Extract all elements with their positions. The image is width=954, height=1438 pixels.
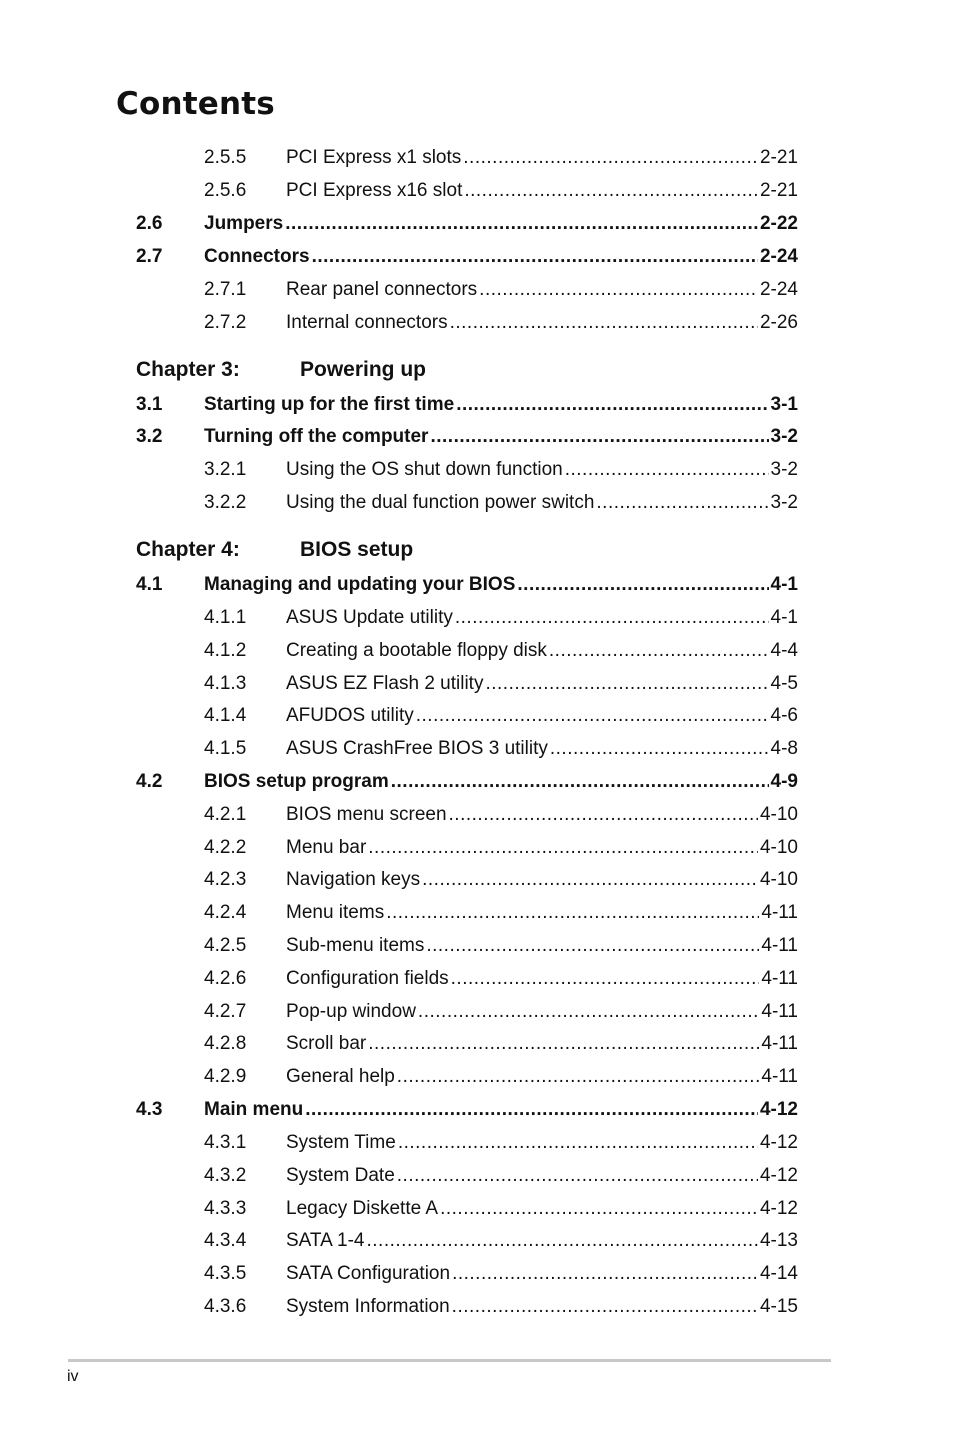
entry-page-number: 4-8 [770,738,798,759]
dot-leader [440,1196,758,1222]
dot-leader [368,1031,759,1057]
entry-page-number: 3-2 [770,492,798,513]
toc-section-entry[interactable] [136,424,798,450]
chapter-heading [136,356,426,384]
toc-subsection-entry[interactable] [204,605,798,631]
entry-title: Scroll bar [286,1033,367,1054]
entry-title: Turning off the computer [204,426,429,447]
entry-title: ASUS CrashFree BIOS 3 utility [286,738,548,759]
entry-number: 4.2 [136,771,163,792]
entry-page-number: 4-11 [761,902,798,923]
chapter-title: BIOS setup [300,538,414,561]
toc-section-entry[interactable] [136,211,798,237]
dot-leader [449,802,758,828]
entry-number: 4.2.7 [204,1001,247,1022]
dot-leader [451,966,760,992]
entry-number: 2.6 [136,213,163,234]
dot-leader [479,277,758,303]
entry-title: Navigation keys [286,869,421,890]
toc-subsection-entry[interactable] [204,802,798,828]
toc-subsection-entry[interactable] [204,310,798,336]
entry-page-number: 2-24 [759,246,798,267]
entry-title: Menu items [286,902,385,923]
entry-page-number: 4-4 [770,640,798,661]
entry-page-number: 4-11 [761,1001,798,1022]
entry-number: 4.2.3 [204,869,247,890]
dot-leader [549,638,769,664]
dot-leader [397,1163,758,1189]
dot-leader [391,769,769,795]
dot-leader [430,424,768,450]
entry-number: 4.3.2 [204,1165,247,1186]
entry-number: 4.3.3 [204,1198,247,1219]
entry-number: 2.7 [136,246,163,267]
toc-subsection-entry[interactable] [204,966,798,992]
entry-title: ASUS EZ Flash 2 utility [286,673,484,694]
toc-subsection-entry[interactable] [204,457,798,483]
entry-title: System Date [286,1165,395,1186]
dot-leader [452,1261,758,1287]
entry-number: 3.2.2 [204,492,247,513]
toc-subsection-entry[interactable] [204,277,798,303]
entry-number: 4.1.2 [204,640,247,661]
entry-page-number: 4-1 [770,607,798,628]
dot-leader [550,736,769,762]
toc-subsection-entry[interactable] [204,835,798,861]
dot-leader [397,1064,760,1090]
entry-number: 2.5.5 [204,147,247,168]
toc-section-entry[interactable] [136,769,798,795]
entry-title: Main menu [204,1099,304,1120]
entry-title: Creating a bootable floppy disk [286,640,547,661]
entry-page-number: 4-11 [761,1033,798,1054]
toc-subsection-entry[interactable] [204,933,798,959]
entry-page-number: 4-13 [759,1230,798,1251]
entry-page-number: 3-1 [770,394,798,415]
entry-number: 3.1 [136,394,163,415]
entry-number: 4.2.6 [204,968,247,989]
entry-number: 4.3.4 [204,1230,247,1251]
entry-title: ASUS Update utility [286,607,453,628]
entry-title: Starting up for the first time [204,394,455,415]
footer-page-number: iv [67,1368,79,1385]
entry-number: 2.7.2 [204,312,247,333]
chapter-number: Chapter 3: [136,358,240,381]
entry-number: 4.1 [136,574,163,595]
entry-number: 4.1.4 [204,705,247,726]
entry-number: 2.7.1 [204,279,247,300]
entry-title: SATA 1-4 [286,1230,365,1251]
entry-number: 3.2.1 [204,459,247,480]
entry-page-number: 4-11 [761,1066,798,1087]
entry-number: 4.2.1 [204,804,247,825]
entry-title: Using the OS shut down function [286,459,563,480]
dot-leader [565,457,769,483]
toc-subsection-entry[interactable] [204,1294,798,1320]
entry-title: System Time [286,1132,396,1153]
entry-title: PCI Express x16 slot [286,180,463,201]
dot-leader [398,1130,758,1156]
entry-number: 4.3.5 [204,1263,247,1284]
entry-number: 4.2.8 [204,1033,247,1054]
toc-subsection-entry[interactable] [204,1196,798,1222]
toc-subsection-entry[interactable] [204,703,798,729]
entry-page-number: 4-12 [759,1099,798,1120]
entry-page-number: 4-9 [770,771,798,792]
toc-subsection-entry[interactable] [204,1031,798,1057]
dot-leader [422,867,758,893]
dot-leader [386,900,759,926]
entry-page-number: 4-12 [759,1132,798,1153]
toc-subsection-entry[interactable] [204,999,798,1025]
toc-subsection-entry[interactable] [204,1261,798,1287]
toc-subsection-entry[interactable] [204,1228,798,1254]
dot-leader [455,605,769,631]
entry-page-number: 2-26 [759,312,798,333]
dot-leader [368,835,758,861]
entry-page-number: 4-1 [770,574,798,595]
chapter-title: Powering up [300,358,426,381]
entry-title: Menu bar [286,837,367,858]
entry-page-number: 4-10 [759,804,798,825]
entry-title: Using the dual function power switch [286,492,595,513]
entry-title: Legacy Diskette A [286,1198,439,1219]
toc-section-entry[interactable] [136,392,798,418]
entry-number: 3.2 [136,426,163,447]
entry-number: 4.1.3 [204,673,247,694]
entry-number: 4.2.9 [204,1066,247,1087]
toc-subsection-entry[interactable] [204,900,798,926]
dot-leader [596,490,768,516]
dot-leader [485,671,768,697]
entry-title: AFUDOS utility [286,705,414,726]
dot-leader [456,392,768,418]
entry-page-number: 4-10 [759,869,798,890]
entry-number: 4.1.1 [204,607,247,628]
dot-leader [463,145,758,171]
entry-page-number: 2-21 [759,180,798,201]
dot-leader [285,211,758,237]
dot-leader [452,1294,758,1320]
toc-subsection-entry[interactable] [204,638,798,664]
entry-page-number: 3-2 [770,426,798,447]
entry-title: BIOS menu screen [286,804,447,825]
entry-title: BIOS setup program [204,771,389,792]
entry-title: General help [286,1066,395,1087]
toc-subsection-entry[interactable] [204,736,798,762]
dot-leader [312,244,758,270]
toc-subsection-entry[interactable] [204,178,798,204]
toc-subsection-entry[interactable] [204,867,798,893]
dot-leader [517,572,768,598]
toc-subsection-entry[interactable] [204,1130,798,1156]
entry-title: System Information [286,1296,450,1317]
toc-subsection-entry[interactable] [204,1163,798,1189]
dot-leader [464,178,758,204]
footer-rule [68,1359,831,1362]
entry-page-number: 2-22 [759,213,798,234]
toc-section-entry[interactable] [136,1097,798,1123]
entry-title: Connectors [204,246,310,267]
dot-leader [426,933,759,959]
toc-section-entry[interactable] [136,572,798,598]
dot-leader [416,703,769,729]
entry-number: 2.5.6 [204,180,247,201]
chapter-heading [136,536,413,564]
entry-number: 4.2.2 [204,837,247,858]
toc-subsection-entry[interactable] [204,1064,798,1090]
dot-leader [305,1097,758,1123]
entry-page-number: 4-6 [770,705,798,726]
entry-title: PCI Express x1 slots [286,147,462,168]
entry-number: 4.3.6 [204,1296,247,1317]
entry-page-number: 4-12 [759,1198,798,1219]
toc-subsection-entry[interactable] [204,145,798,171]
entry-page-number: 4-10 [759,837,798,858]
dot-leader [367,1228,758,1254]
entry-title: Configuration fields [286,968,449,989]
page-title: Contents [116,86,275,122]
toc-subsection-entry[interactable] [204,490,798,516]
entry-page-number: 4-11 [761,968,798,989]
entry-page-number: 4-14 [759,1263,798,1284]
entry-title: Sub-menu items [286,935,425,956]
entry-page-number: 2-24 [759,279,798,300]
entry-title: Jumpers [204,213,284,234]
dot-leader [418,999,759,1025]
toc-subsection-entry[interactable] [204,671,798,697]
entry-number: 4.3 [136,1099,163,1120]
entry-page-number: 4-15 [759,1296,798,1317]
chapter-number: Chapter 4: [136,538,240,561]
toc-section-entry[interactable] [136,244,798,270]
entry-page-number: 4-5 [770,673,798,694]
entry-title: Pop-up window [286,1001,416,1022]
entry-number: 4.2.4 [204,902,247,923]
entry-number: 4.1.5 [204,738,247,759]
entry-page-number: 4-11 [761,935,798,956]
entry-number: 4.2.5 [204,935,247,956]
entry-title: SATA Configuration [286,1263,451,1284]
entry-title: Internal connectors [286,312,448,333]
entry-number: 4.3.1 [204,1132,247,1153]
dot-leader [450,310,758,336]
entry-title: Rear panel connectors [286,279,478,300]
entry-page-number: 2-21 [759,147,798,168]
entry-page-number: 3-2 [770,459,798,480]
entry-page-number: 4-12 [759,1165,798,1186]
entry-title: Managing and updating your BIOS [204,574,516,595]
